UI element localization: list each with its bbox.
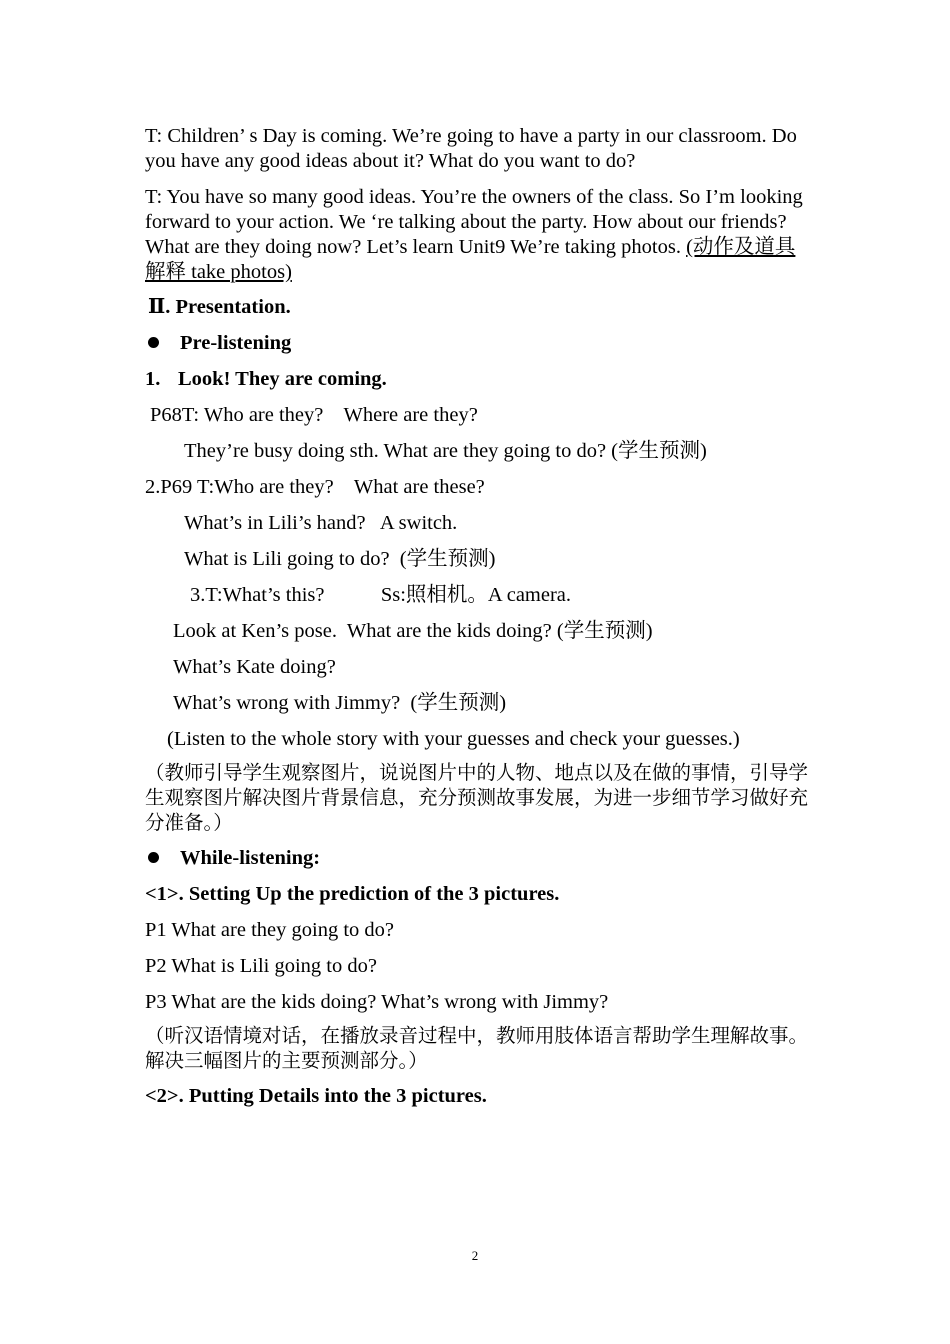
- bullet-label: Pre-listening: [180, 332, 292, 354]
- question-line: 2.P69 T:Who are they? What are these?: [145, 476, 485, 498]
- picture-question: P2 What is Lili going to do?: [145, 955, 377, 977]
- picture-question: P1 What are they going to do?: [145, 919, 394, 941]
- picture-question: P3 What are the kids doing? What’s wrong with Jimmy?: [145, 991, 609, 1013]
- question-line: What is Lili going to do? (学生预测): [184, 548, 496, 570]
- bullet-while-listening: [145, 846, 809, 871]
- bullet-dot-icon: [148, 337, 159, 348]
- bullet-label: While-listening:: [180, 847, 321, 869]
- question-line: What’s Kate doing?: [173, 656, 336, 678]
- bullet-dot-icon: [148, 852, 159, 863]
- page-number: 2: [471, 1248, 479, 1263]
- lead-in-note: (动作及道具解释 take photos): [145, 236, 796, 283]
- question-line: What’s in Lili’s hand? A switch.: [184, 512, 458, 534]
- bullet-pre-listening: [145, 331, 809, 356]
- step-1-heading: [145, 367, 809, 392]
- section-heading-presentation: Ⅱ. Presentation.: [148, 296, 291, 318]
- teacher-note: （听汉语情境对话，在播放录音过程中，教师用肢体语言帮助学生理解故事。解决三幅图片的主要预测部分。）: [145, 1024, 809, 1072]
- paragraph-lead-in: [145, 185, 809, 285]
- subsection-heading: <2>. Putting Details into the 3 pictures.: [145, 1085, 487, 1107]
- teacher-note: （教师引导学生观察图片，说说图片中的人物、地点以及在做的事情，引导学生观察图片解决图片背景信息，充分预测故事发展，为进一步细节学习做好充分准备。）: [145, 761, 809, 834]
- question-line: They’re busy doing sth. What are they going to do? (学生预测): [184, 440, 707, 462]
- lead-in-text: T: You have so many good ideas. You’re the owners of the class. So I’m looking forward to your action. We ‘re talking about the party. How about our friends? What are they doing now? Let’s learn Unit9 We’re taking photos.: [145, 186, 803, 258]
- page-content: [145, 124, 809, 1109]
- subsection-heading: <1>. Setting Up the prediction of the 3 pictures.: [145, 883, 560, 905]
- step-number: 1.: [145, 368, 161, 390]
- paragraph-intro: T: Children’ s Day is coming. We’re going to have a party in our classroom. Do you have any good ideas about it? What do you want to do?: [145, 125, 797, 172]
- question-line: 3.T:What’s this? Ss:照相机。A camera.: [190, 584, 572, 606]
- listening-instruction: (Listen to the whole story with your guesses and check your guesses.): [167, 728, 740, 750]
- question-line: What’s wrong with Jimmy? (学生预测): [173, 692, 507, 714]
- question-line: Look at Ken’s pose. What are the kids doing? (学生预测): [173, 620, 653, 642]
- step-text: Look! They are coming.: [178, 368, 387, 390]
- question-line: P68T: Who are they? Where are they?: [150, 404, 478, 426]
